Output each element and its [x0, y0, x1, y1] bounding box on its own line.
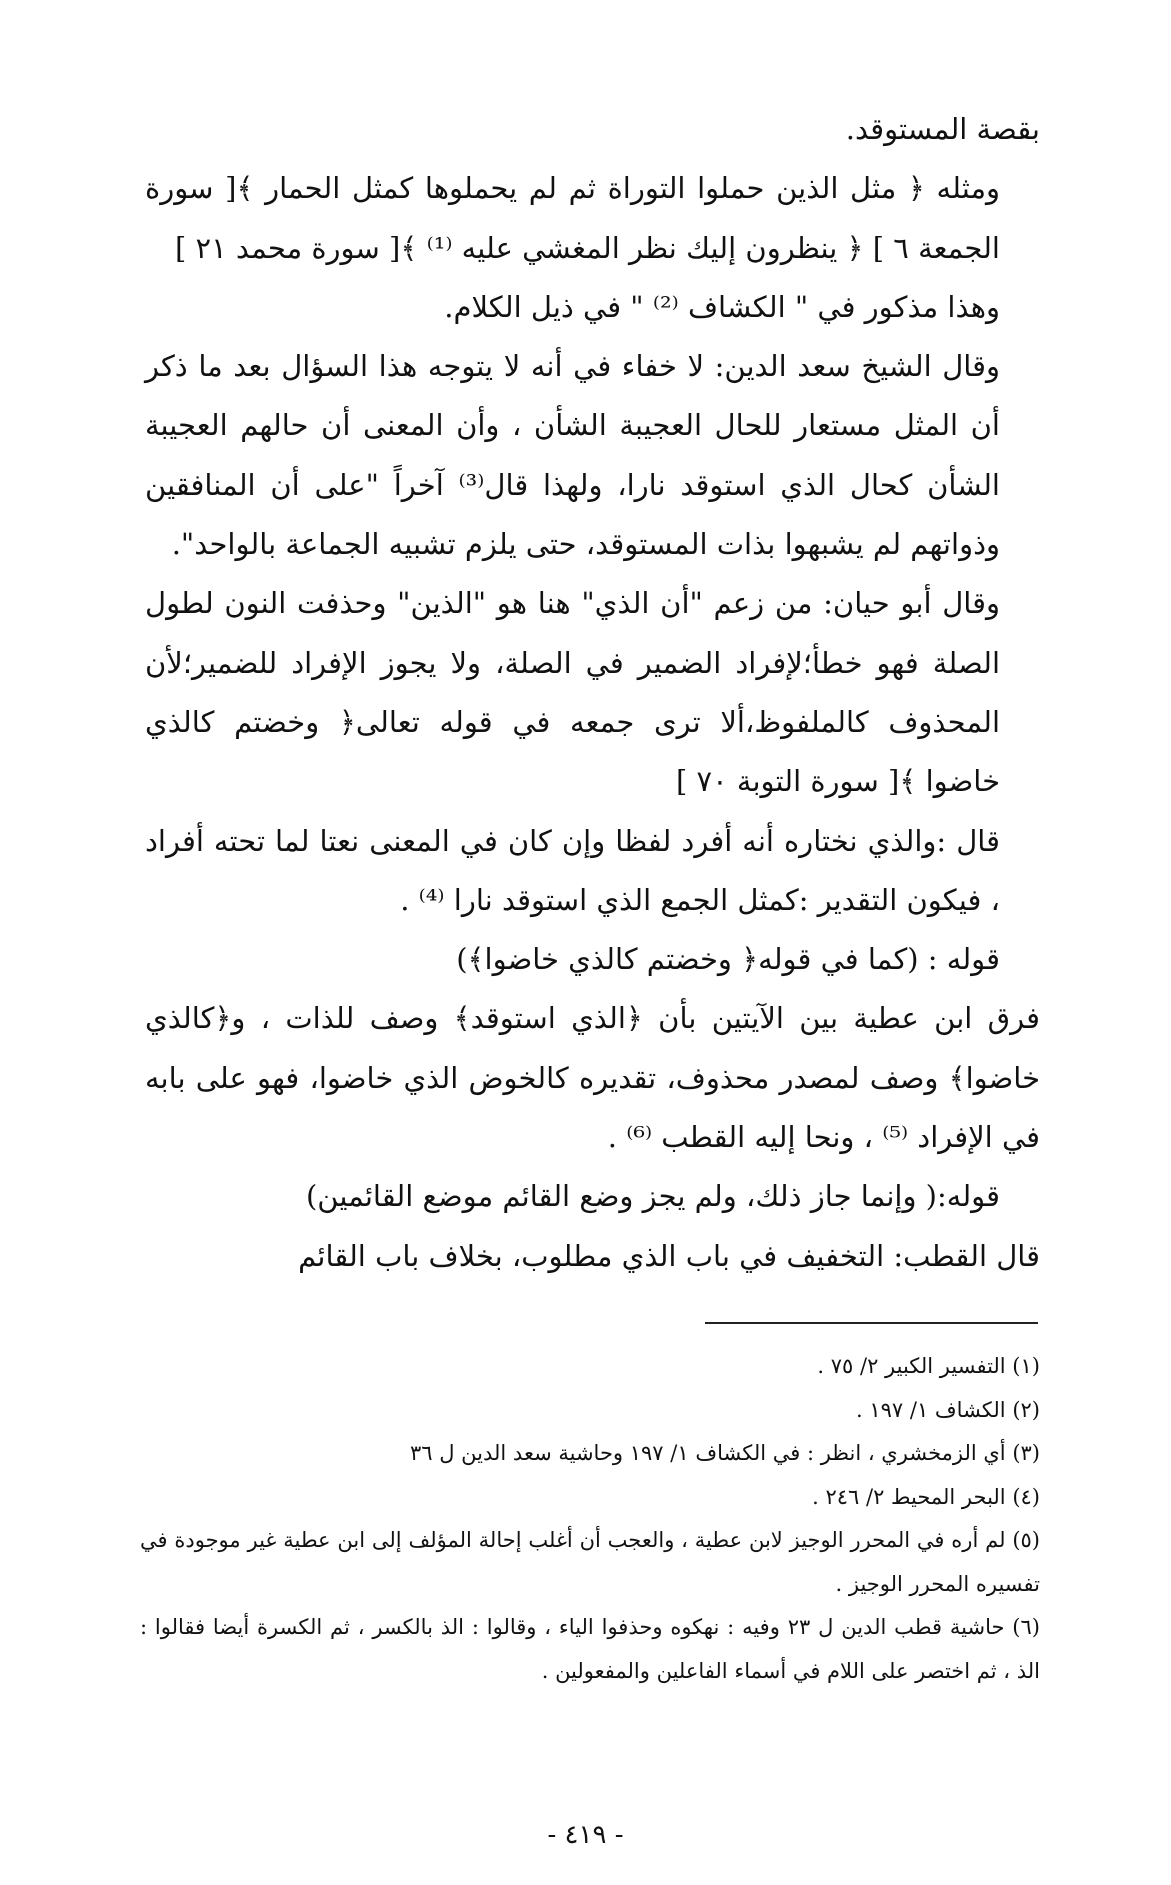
footnote: (٤) البحر المحيط ٢/ ٢٤٦ . — [812, 1484, 1040, 1509]
footnote: (٥) لم أره في المحرر الوجيز لابن عطية ، والعجب أن أغلب إحالة المؤلف إلى ابن عطية غير موجودة في تفسيره المحرر الوجيز . — [140, 1528, 1040, 1596]
paragraph: فرق ابن عطية بين الآيتين بأن ﴿الذي استوقد﴾ وصف للذات ، و﴿كالذي خاضوا﴾ وصف لمصدر محذوف، تقديره كالخوض الذي خاضوا، فهو على بابه في الإفراد ⁽⁵⁾ ، ونحا إليه القطب ⁽⁶⁾ . — [145, 1001, 1040, 1155]
paragraph: ومثله ﴿ مثل الذين حملوا التوراة ثم لم يحملوها كمثل الحمار ﴾[ سورة الجمعة ٦ ] ﴿ ينظرون إليك نظر المغشي عليه ⁽¹⁾ ﴾[ سورة محمد ٢١ ] — [145, 171, 1000, 265]
paragraph: قال :والذي نختاره أنه أفرد لفظا وإن كان في المعنى نعتا لما تحته أفراد ، فيكون التقدير :كمثل الجمع الذي استوقد نارا ⁽⁴⁾ . — [145, 823, 1000, 917]
main-text — [145, 100, 1040, 1286]
paragraph: قال القطب: التخفيف في باب الذي مطلوب، بخلاف باب القائم — [298, 1238, 1040, 1273]
footnote-separator — [705, 1322, 1038, 1324]
footnote: (٦) حاشية قطب الدين ل ٢٣ وفيه : نهكوه وحذفوا الياء ، وقالوا : الذ بالكسر ، ثم الكسرة أيضا فقالوا : الذ ، ثم اختصر على اللام في أسماء الفاعلين والمفعولين . — [140, 1615, 1040, 1683]
paragraph: قوله : (كما في قوله﴿ وخضتم كالذي خاضوا﴾) — [456, 942, 1000, 977]
paragraph: قوله:( وإنما جاز ذلك، ولم يجز وضع القائم موضع القائمين) — [305, 1179, 1000, 1214]
paragraph: بقصة المستوقد. — [845, 112, 1040, 146]
footnote: (٢) الكشاف ١/ ١٩٧ . — [855, 1397, 1040, 1422]
footnote: (١) التفسير الكبير ٢/ ٧٥ . — [817, 1354, 1040, 1378]
footnotes — [140, 1345, 1040, 1693]
page-number: - ٤١٩ - — [547, 1820, 624, 1850]
paragraph: وقال الشيخ سعد الدين: لا خفاء في أنه لا يتوجه هذا السؤال بعد ما ذكر أن المثل مستعار للحال العجيبة الشأن ، وأن المعنى أن حالهم العجيبة الشأن كحال الذي استوقد نارا، ولهذا قال⁽³⁾ آخراً "على أن المنافقين وذواتهم لم يشبهوا بذات المستوقد، حتى يلزم تشبيه الجماعة بالواحد". — [145, 349, 1000, 562]
footnote: (٣) أي الزمخشري ، انظر : في الكشاف ١/ ١٩٧ وحاشية سعد الدين ل ٣٦ — [410, 1441, 1040, 1465]
paragraph: وقال أبو حيان: من زعم "أن الذي" هنا هو "الذين" وحذفت النون لطول الصلة فهو خطأ؛لإفراد الضمير في الصلة، ولا يجوز الإفراد للضمير؛لأن المحذوف كالملفوظ،ألا ترى جمعه في قوله تعالى﴿ وخضتم كالذي خاضوا ﴾[ سورة التوبة ٧٠ ] — [145, 586, 1000, 799]
paragraph: وهذا مذكور في " الكشاف ⁽²⁾ " في ذيل الكلام. — [444, 289, 1000, 324]
